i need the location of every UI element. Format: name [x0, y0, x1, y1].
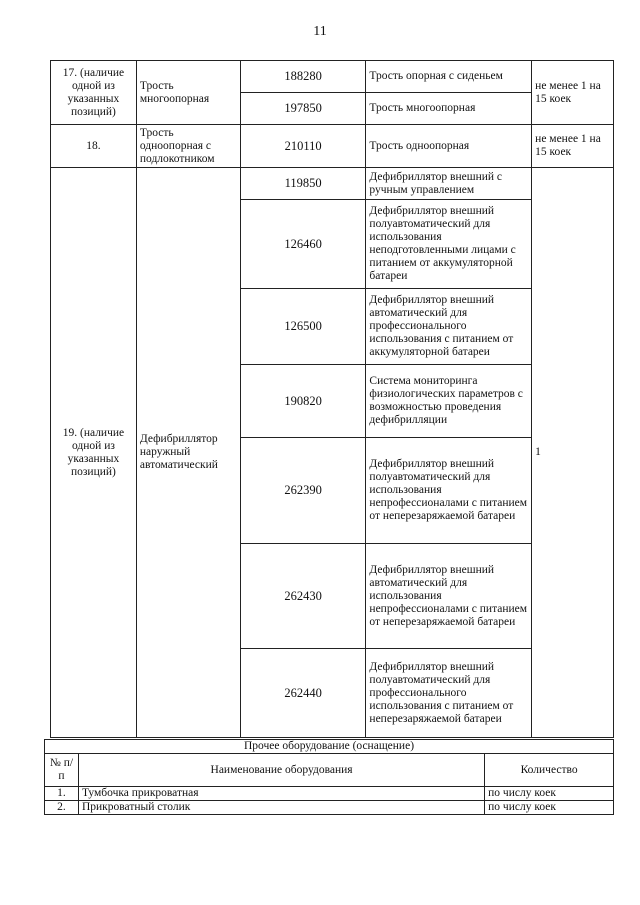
- nkmi-code: 126500: [240, 289, 366, 365]
- item-name: Тумбочка прикроватная: [78, 787, 484, 801]
- equipment-description: Дефибриллятор внешний автоматический для профессионального использования с питанием от аккумуляторной батареи: [366, 289, 532, 365]
- table-row: [45, 801, 614, 815]
- equipment-description: Дефибриллятор внешний полуавтоматический для использования непрофессионалами с питанием от неперезаряжаемой батареи: [366, 438, 532, 544]
- equipment-description: Дефибриллятор внешний полуавтоматический для использования неподготовленными лицами с питанием от аккумуляторной батареи: [366, 200, 532, 289]
- column-header-name: Наименование оборудования: [78, 754, 484, 787]
- row-number: 19. (наличие одной из указанных позиций): [51, 168, 137, 738]
- nkmi-code: 262430: [240, 544, 366, 649]
- row-number: 17. (наличие одной из указанных позиций): [51, 61, 137, 125]
- equipment-description: Трость одноопорная: [366, 125, 532, 168]
- nkmi-code: 262390: [240, 438, 366, 544]
- table-row: [45, 787, 614, 801]
- table-row: [51, 125, 614, 168]
- equipment-table: [50, 60, 614, 738]
- nkmi-code: 126460: [240, 200, 366, 289]
- nkmi-code: 119850: [240, 168, 366, 200]
- item-quantity: по числу коек: [485, 787, 614, 801]
- nkmi-code: 188280: [240, 61, 366, 93]
- equipment-description: Трость опорная с сиденьем: [366, 61, 532, 93]
- item-number: 1.: [45, 787, 79, 801]
- equipment-quantity: не менее 1 на 15 коек: [532, 125, 614, 168]
- equipment-description: Дефибриллятор внешний полуавтоматический для профессионального использования с питанием от неперезаряжаемой батареи: [366, 649, 532, 738]
- table-row: [51, 168, 614, 200]
- equipment-description: Дефибриллятор внешний автоматический для использования непрофессионалами с питанием от неперезаряжаемой батареи: [366, 544, 532, 649]
- nkmi-code: 197850: [240, 93, 366, 125]
- section-title: Прочее оборудование (оснащение): [45, 740, 614, 754]
- nkmi-code: 210110: [240, 125, 366, 168]
- item-number: 2.: [45, 801, 79, 815]
- equipment-description: Система мониторинга физиологических параметров с возможностью проведения дефибрилляции: [366, 365, 532, 438]
- page-number: 11: [313, 24, 327, 39]
- other-equipment-table: [44, 739, 614, 815]
- equipment-quantity: 1: [532, 168, 614, 738]
- equipment-name: Дефибриллятор наружный автоматический: [136, 168, 240, 738]
- equipment-name: Трость многоопорная: [136, 61, 240, 125]
- item-quantity: по числу коек: [485, 801, 614, 815]
- equipment-quantity: не менее 1 на 15 коек: [532, 61, 614, 125]
- equipment-name: Трость одноопорная с подлокотником: [136, 125, 240, 168]
- equipment-description: Трость многоопорная: [366, 93, 532, 125]
- table-row: [51, 61, 614, 93]
- nkmi-code: 190820: [240, 365, 366, 438]
- column-header-quantity: Количество: [485, 754, 614, 787]
- equipment-description: Дефибриллятор внешний с ручным управлением: [366, 168, 532, 200]
- nkmi-code: 262440: [240, 649, 366, 738]
- row-number: 18.: [51, 125, 137, 168]
- item-name: Прикроватный столик: [78, 801, 484, 815]
- column-header-number: № п/п: [45, 754, 79, 787]
